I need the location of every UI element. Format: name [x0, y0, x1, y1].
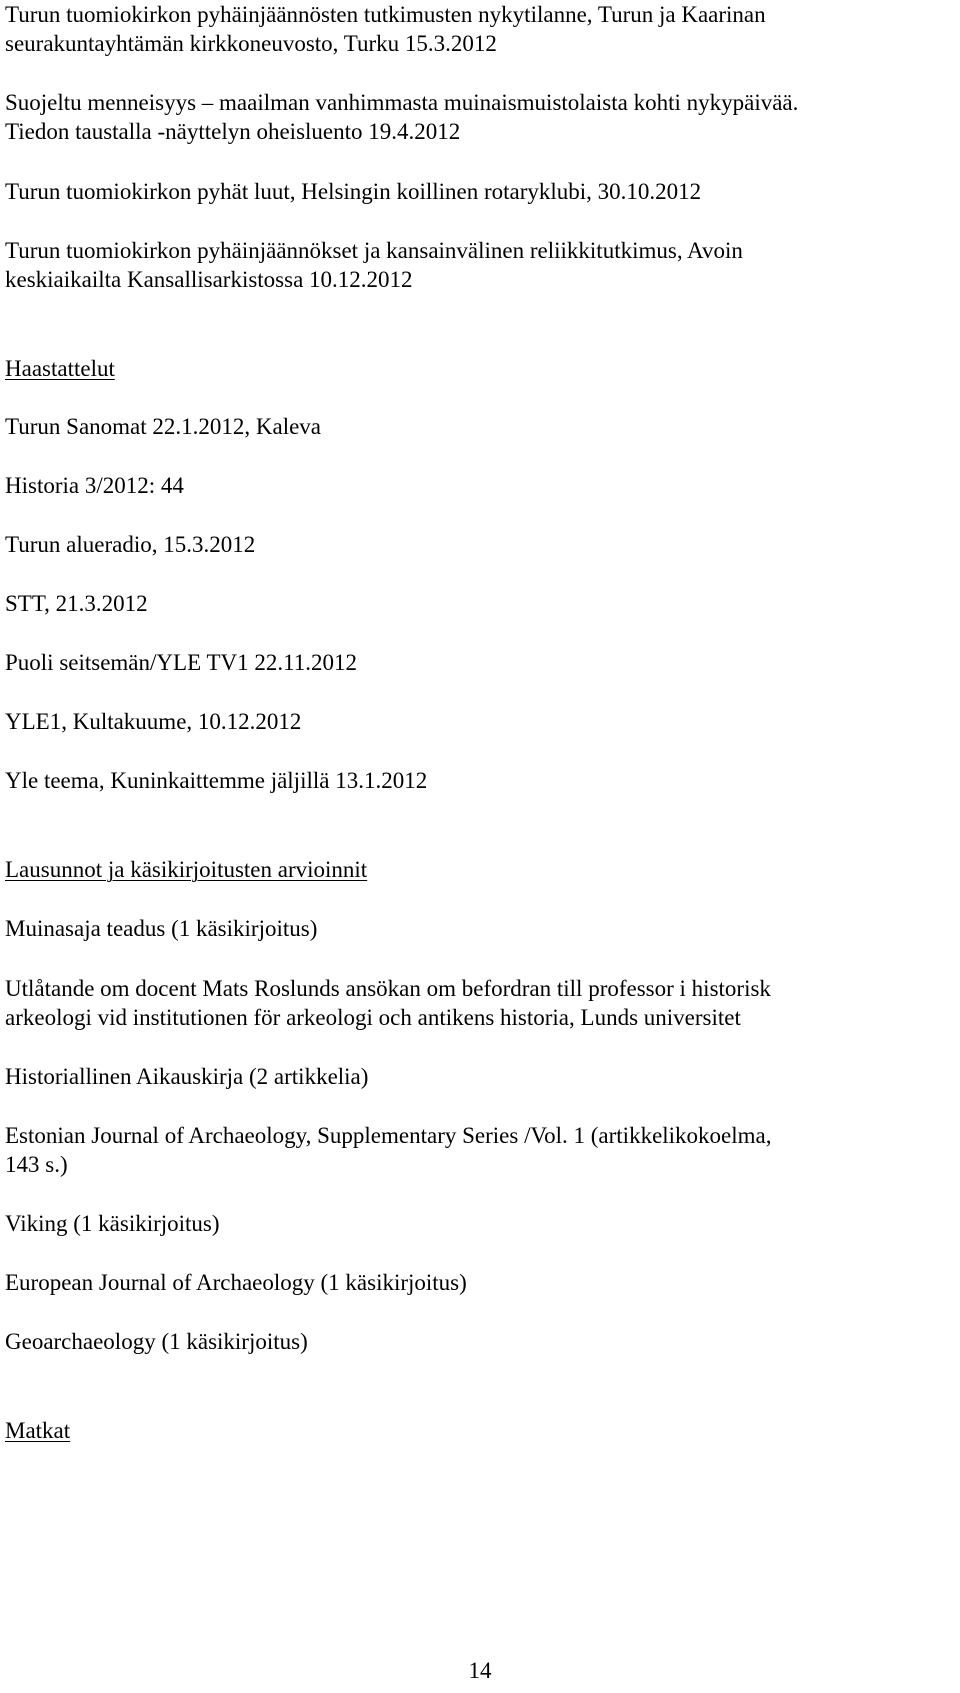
review-item: Utlåtande om docent Mats Roslunds ansökan om befordran till professor i historisk [5, 976, 771, 1001]
section-heading-reviews: Lausunnot ja käsikirjoitusten arvioinnit [5, 857, 368, 882]
interview-item: Turun Sanomat 22.1.2012, Kaleva [5, 414, 322, 439]
review-item: Viking (1 käsikirjoitus) [5, 1211, 220, 1236]
interview-item: Puoli seitsemän/YLE TV1 22.11.2012 [5, 650, 358, 675]
lecture-line: seurakuntayhtämän kirkkoneuvosto, Turku 15.3.2012 [5, 31, 497, 56]
review-item: European Journal of Archaeology (1 käsikirjoitus) [5, 1270, 467, 1295]
review-item: Muinasaja teadus (1 käsikirjoitus) [5, 916, 318, 941]
review-item: Estonian Journal of Archaeology, Supplementary Series /Vol. 1 (artikkelikokoelma, [5, 1123, 772, 1148]
review-item: Geoarchaeology (1 käsikirjoitus) [5, 1329, 308, 1354]
review-item: arkeologi vid institutionen för arkeologi och antikens historia, Lunds universitet [5, 1005, 741, 1030]
lecture-line: Tiedon taustalla -näyttelyn oheisluento 19.4.2012 [5, 119, 461, 144]
section-heading-travel: Matkat [5, 1418, 71, 1443]
lecture-line: Turun tuomiokirkon pyhät luut, Helsingin koillinen rotaryklubi, 30.10.2012 [5, 179, 702, 204]
lecture-line: Turun tuomiokirkon pyhäinjäännösten tutkimusten nykytilanne, Turun ja Kaarinan [5, 2, 766, 27]
review-item: 143 s.) [5, 1152, 68, 1177]
interview-item: Turun alueradio, 15.3.2012 [5, 532, 256, 557]
lecture-line: Turun tuomiokirkon pyhäinjäännökset ja kansainvälinen reliikkitutkimus, Avoin [5, 238, 743, 263]
page-number: 14 [468, 1658, 492, 1683]
interview-item: YLE1, Kultakuume, 10.12.2012 [5, 709, 302, 734]
interview-item: Historia 3/2012: 44 [5, 473, 184, 498]
review-item: Historiallinen Aikauskirja (2 artikkelia) [5, 1064, 369, 1089]
section-heading-interviews: Haastattelut [5, 356, 115, 381]
lecture-line: keskiaikailta Kansallisarkistossa 10.12.2012 [5, 267, 413, 292]
interview-item: STT, 21.3.2012 [5, 591, 148, 616]
interview-item: Yle teema, Kuninkaittemme jäljillä 13.1.2012 [5, 768, 428, 793]
lecture-line: Suojeltu menneisyys – maailman vanhimmasta muinaismuistolaista kohti nykypäivää. [5, 90, 799, 115]
